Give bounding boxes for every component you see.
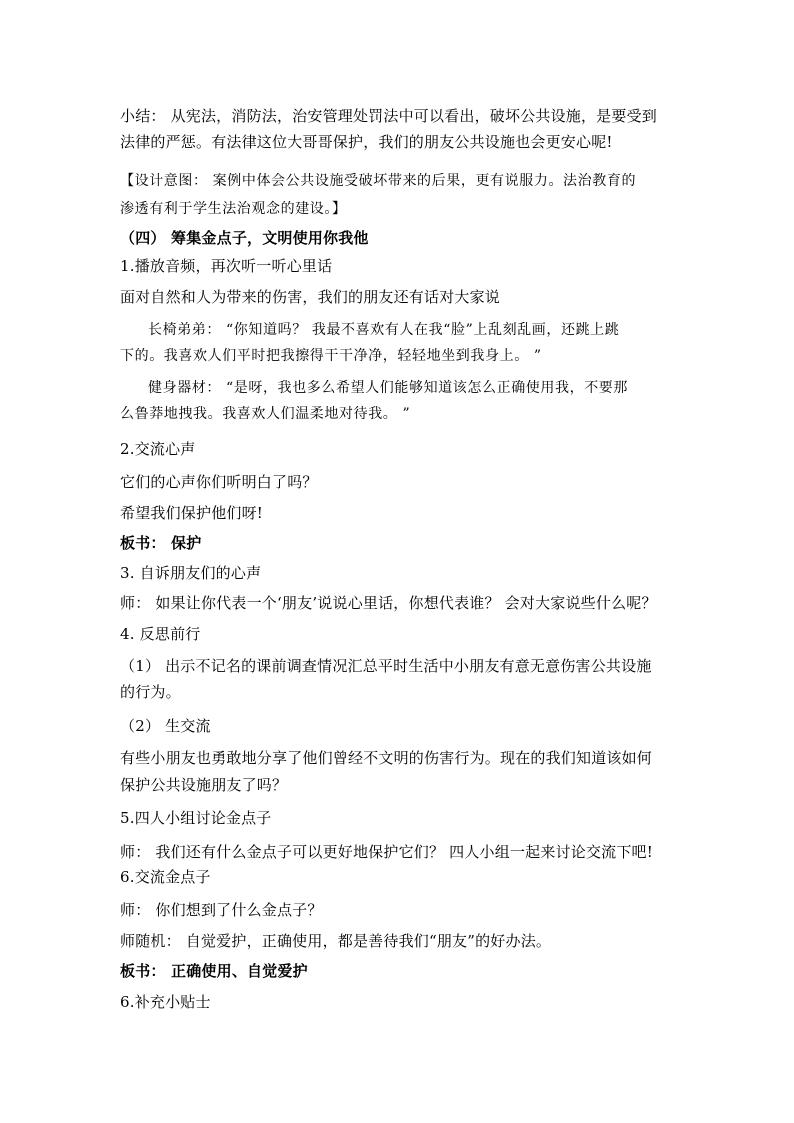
board-note-1: 板书： 保护	[120, 534, 202, 552]
summary-line-1: 小结： 从宪法，消防法，治安管理处罚法中可以看出，破坏公共设施，是要受到	[120, 107, 657, 125]
step-4-item-1-line-2: 的行为。	[120, 683, 181, 701]
fitness-quote-line-2: 么鲁莽地拽我。我喜欢人们温柔地对待我。 ”	[120, 406, 411, 422]
step-3-title: 3. 自诉朋友们的心声	[120, 564, 262, 582]
step-4-item-2: （2） 生交流	[120, 717, 211, 735]
step-6-teacher: 师： 你们想到了什么金点子？	[120, 901, 323, 919]
design-intent-line-1: 【设计意图： 案例中体会公共设施受破坏带来的后果，更有说服力。法治教育的	[120, 173, 637, 189]
step-3-teacher: 师： 如果让你代表一个‘朋友’说说心里话，你想代表谁？ 会对大家说些什么呢？	[120, 594, 657, 612]
section-heading: （四） 筹集金点子，文明使用你我他	[120, 229, 369, 247]
step-2-question-2: 希望我们保护他们呀!	[120, 504, 264, 522]
step-4-para-line-2: 保护公共设施朋友了吗？	[120, 776, 288, 794]
step-1-title: 1.播放音频，再次听一听心里话	[120, 257, 333, 275]
step-7-title: 6.补充小贴士	[120, 993, 211, 1011]
bench-quote-line-1: 长椅弟弟： “你知道吗？ 我最不喜欢有人在我“脸”上乱刻乱画，还跳上跳	[148, 322, 620, 338]
board-note-2: 板书： 正确使用、自觉爱护	[120, 962, 308, 980]
step-1-intro: 面对自然和人为带来的伤害，我们的朋友还有话对大家说	[120, 288, 501, 306]
fitness-quote-line-1: 健身器材： “是呀，我也多么希望人们能够知道该怎么正确使用我，不要那	[148, 380, 629, 396]
step-4-title: 4. 反思前行	[120, 625, 201, 643]
bench-quote-line-2: 下的。我喜欢人们平时把我擦得干干净净，轻轻地坐到我身上。 ”	[120, 348, 542, 364]
step-5-title: 5.四人小组讨论金点子	[120, 809, 272, 827]
step-2-title: 2.交流心声	[120, 440, 196, 458]
step-6-title: 6.交流金点子	[120, 868, 211, 886]
summary-line-2: 法律的严惩。有法律这位大哥哥保护，我们的朋友公共设施也会更安心呢!	[120, 133, 613, 151]
step-6-random: 师随机： 自觉爱护，正确使用，都是善待我们“朋友”的好办法。	[120, 932, 552, 950]
step-5-teacher: 师： 我们还有什么金点子可以更好地保护它们？ 四人小组一起来讨论交流下吧!	[120, 843, 653, 861]
step-4-item-1-line-1: （1） 出示不记名的课前调查情况汇总平时生活中小朋友有意无意伤害公共设施	[120, 657, 652, 675]
design-intent-line-2: 渗透有利于学生法治观念的建设。】	[120, 201, 347, 217]
step-4-para-line-1: 有些小朋友也勇敢地分享了他们曾经不文明的伤害行为。现在的我们知道该如何	[120, 749, 653, 767]
step-2-question-1: 它们的心声你们听明白了吗？	[120, 473, 318, 491]
